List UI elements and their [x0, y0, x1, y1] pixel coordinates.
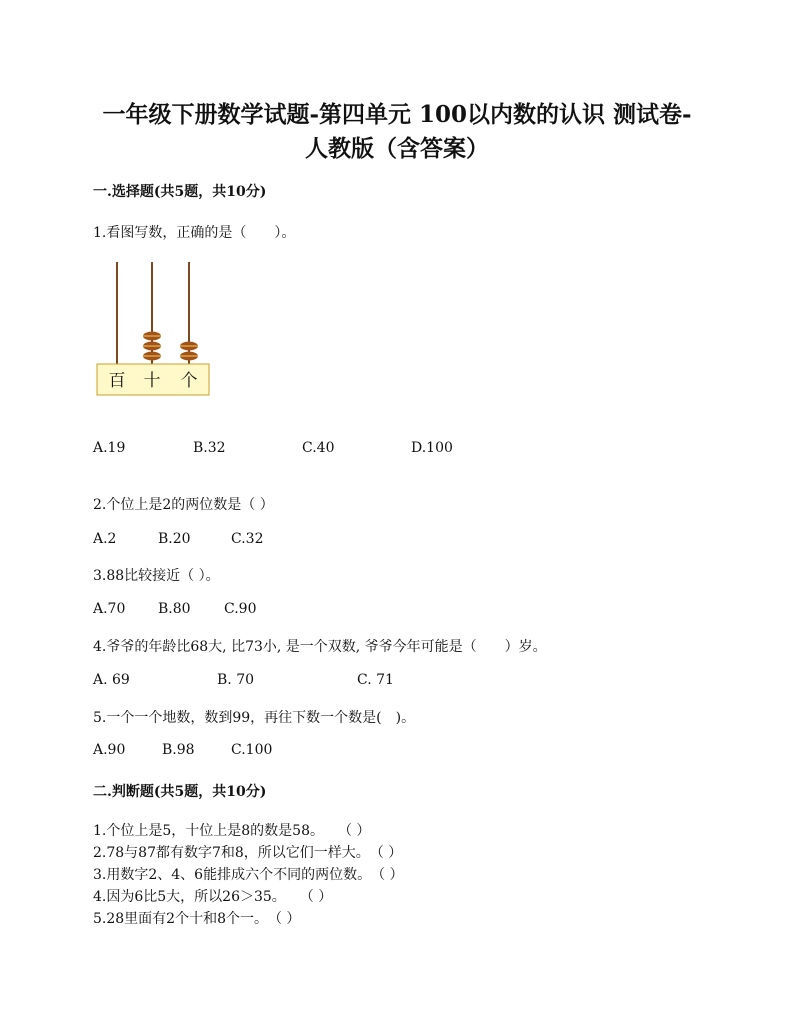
section-heading-true-false: 二.判断题(共5题，共10分): [93, 784, 267, 800]
q4-option-a: A. 69: [93, 672, 130, 688]
true-false-item-3: 3.用数字2、4、6能排成六个不同的两位数。 （ ）: [93, 867, 404, 883]
q5-option-c: C.100: [231, 742, 273, 758]
q2-option-a: A.2: [93, 531, 117, 547]
question-1-text: 1.看图写数，正确的是（ ）。: [93, 225, 296, 241]
page-title-line-1: 一年级下册数学试题-第四单元 100以内数的认识 测试卷-: [102, 101, 692, 128]
abacus-beads-tens: [143, 332, 161, 361]
true-false-item-1: 1.个位上是5，十位上是8的数是58。 （ ）: [93, 823, 371, 839]
section-heading-multiple-choice: 一.选择题(共5题，共10分): [93, 184, 267, 200]
q3-option-b: B.80: [158, 601, 191, 617]
q2-option-b: B.20: [158, 531, 191, 547]
q1-option-c: C.40: [302, 440, 335, 456]
q2-option-c: C.32: [231, 531, 264, 547]
abacus-figure: [96, 260, 210, 396]
q1-option-d: D.100: [411, 440, 453, 456]
question-5-text: 5.一个一个地数，数到99，再往下数一个数是( )。: [93, 710, 416, 726]
abacus-label-ones: 个: [180, 371, 198, 391]
q4-option-b: B. 70: [217, 672, 255, 688]
true-false-item-4: 4.因为6比5大，所以26＞35。 （ ）: [93, 889, 333, 905]
question-2-text: 2.个位上是2的两位数是（ ）: [93, 497, 274, 513]
true-false-item-5: 5.28里面有2个十和8个一。 （ ）: [93, 911, 301, 927]
q1-option-a: A.19: [93, 440, 126, 456]
true-false-item-2: 2.78与87都有数字7和8，所以它们一样大。 （ ）: [93, 845, 403, 861]
q3-option-a: A.70: [93, 601, 126, 617]
q4-option-c: C. 71: [357, 672, 394, 688]
q1-option-b: B.32: [193, 440, 226, 456]
page-title-line-2: 人教版（含答案）: [305, 135, 489, 162]
q5-option-b: B.98: [162, 742, 195, 758]
q3-option-c: C.90: [224, 601, 257, 617]
question-4-text: 4.爷爷的年龄比68大, 比73小, 是一个双数, 爷爷今年可能是（ ）岁。: [93, 639, 547, 655]
abacus-label-hundreds: 百: [108, 371, 126, 391]
question-3-text: 3.88比较接近（ ）。: [93, 568, 220, 584]
q5-option-a: A.90: [93, 742, 126, 758]
abacus-label-tens: 十: [143, 371, 161, 391]
